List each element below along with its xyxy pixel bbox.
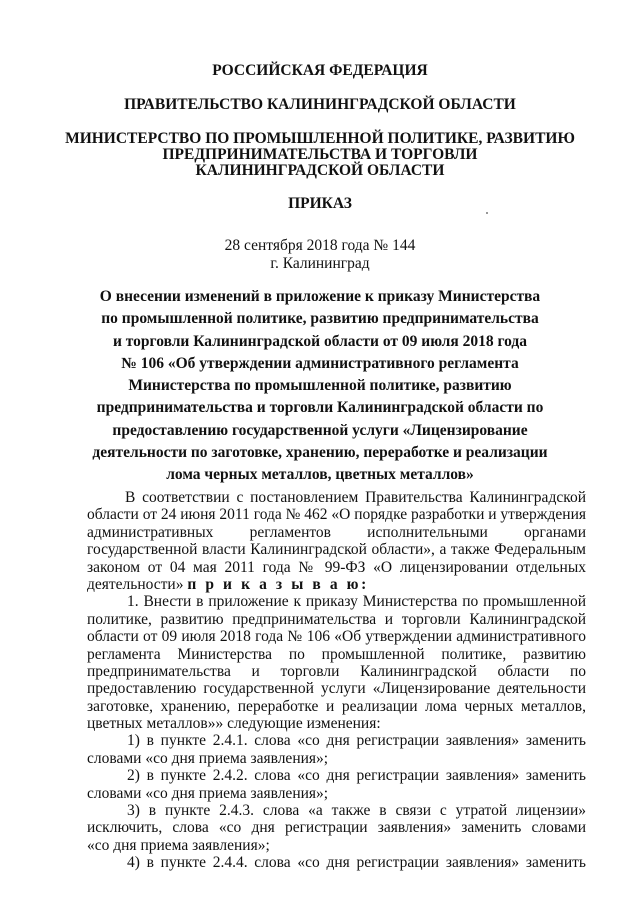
subitem-1-line: 1) в пункте 2.4.1. слова «со дня регистрации заявления» заменить: [127, 732, 586, 750]
header-ministry-line-2: ПРЕДПРИНИМАТЕЛЬСТВА И ТОРГОВЛИ: [162, 146, 478, 163]
subject-line: предоставлению государственной услуги «Лицензирование: [112, 421, 528, 439]
subject-line: деятельности по заготовке, хранению, переработке и реализации: [92, 444, 548, 462]
subitem-4-line: 4) в пункте 2.4.4. слова «со дня регистрации заявления» заменить: [127, 854, 586, 872]
item1-line: цветных металлов»» следующие изменения:: [87, 715, 381, 733]
subject-line: по промышленной политике, развитию предпринимательства: [101, 310, 539, 328]
item1-line: предоставлению государственной услуги «Лицензирование деятельности: [87, 680, 586, 698]
document-date-number: 28 сентября 2018 года № 144: [224, 237, 416, 254]
subject-line: Министерства по промышленной политике, развитию: [128, 377, 512, 395]
subitem-3-line: 3) в пункте 2.4.3. слова «а также в связи с утратой лицензии»: [127, 802, 586, 820]
preamble-line: государственной власти Калининградской области», а также Федеральным: [87, 541, 586, 559]
subitem-2-line: 2) в пункте 2.4.2. слова «со дня регистрации заявления» заменить: [127, 767, 586, 785]
subitem-1-line: словами «со дня приема заявления»;: [87, 749, 329, 767]
subject-line: лома черных металлов, цветных металлов»: [166, 466, 474, 484]
preamble-line: законом от 04 мая 2011 года № 99-ФЗ «О лицензировании отдельных: [87, 558, 586, 576]
subject-line: предпринимательства и торговли Калининградской области по: [96, 399, 544, 417]
subitem-3-line: исключить, слова «со дня регистрации заявления» заменить словами: [87, 819, 586, 837]
item1-line: заготовке, хранению, переработке и реализации лома черных металлов,: [87, 697, 586, 715]
header-federation: РОССИЙСКАЯ ФЕДЕРАЦИЯ: [212, 62, 428, 79]
preamble-line: В соответствии с постановлением Правительства Калининградской: [125, 489, 586, 506]
subject-line: № 106 «Об утверждении административного регламента: [121, 354, 519, 372]
header-ministry-line-1: МИНИСТЕРСТВО ПО ПРОМЫШЛЕННОЙ ПОЛИТИКЕ, РАЗВИТИЮ: [65, 130, 575, 147]
subitem-2-line: словами «со дня приема заявления»;: [87, 784, 329, 802]
header-government: ПРАВИТЕЛЬСТВО КАЛИНИНГРАДСКОЙ ОБЛАСТИ: [124, 96, 516, 113]
item1-line: политике, развитию предпринимательства и торговли Калининградской: [87, 610, 586, 628]
order-word: п р и к а з ы в а ю:: [187, 575, 369, 593]
document-city: г. Калининград: [270, 255, 370, 272]
header-ministry-line-3: КАЛИНИНГРАДСКОЙ ОБЛАСТИ: [195, 162, 445, 179]
item1-line: предпринимательства и торговли Калининградской области по: [87, 662, 586, 680]
preamble-line: административных регламентов исполнительными органами: [87, 523, 586, 541]
document-body: [87, 489, 586, 872]
document-subject: [0, 286, 640, 487]
preamble-last-line: [87, 576, 586, 593]
item1-line: области от 09 июля 2018 года № 106 «Об утверждении административного: [87, 628, 586, 646]
document-type: ПРИКАЗ: [288, 195, 352, 212]
item1-line: 1. Внести в приложение к приказу Министерства по промышленной: [127, 593, 586, 611]
stray-mark: [486, 212, 488, 214]
subject-line: О внесении изменений в приложение к приказу Министерства: [99, 288, 541, 305]
preamble-line: области от 24 июня 2011 года № 462 «О порядке разработки и утверждения: [87, 506, 586, 524]
subitem-3-line: «со дня приема заявления»;: [87, 836, 270, 854]
subject-line: и торговли Калининградской области от 09 июля 2018 года: [112, 332, 528, 350]
preamble-end: деятельности»: [87, 575, 184, 593]
item1-line: регламента Министерства по промышленной политике, развитию: [87, 645, 586, 663]
